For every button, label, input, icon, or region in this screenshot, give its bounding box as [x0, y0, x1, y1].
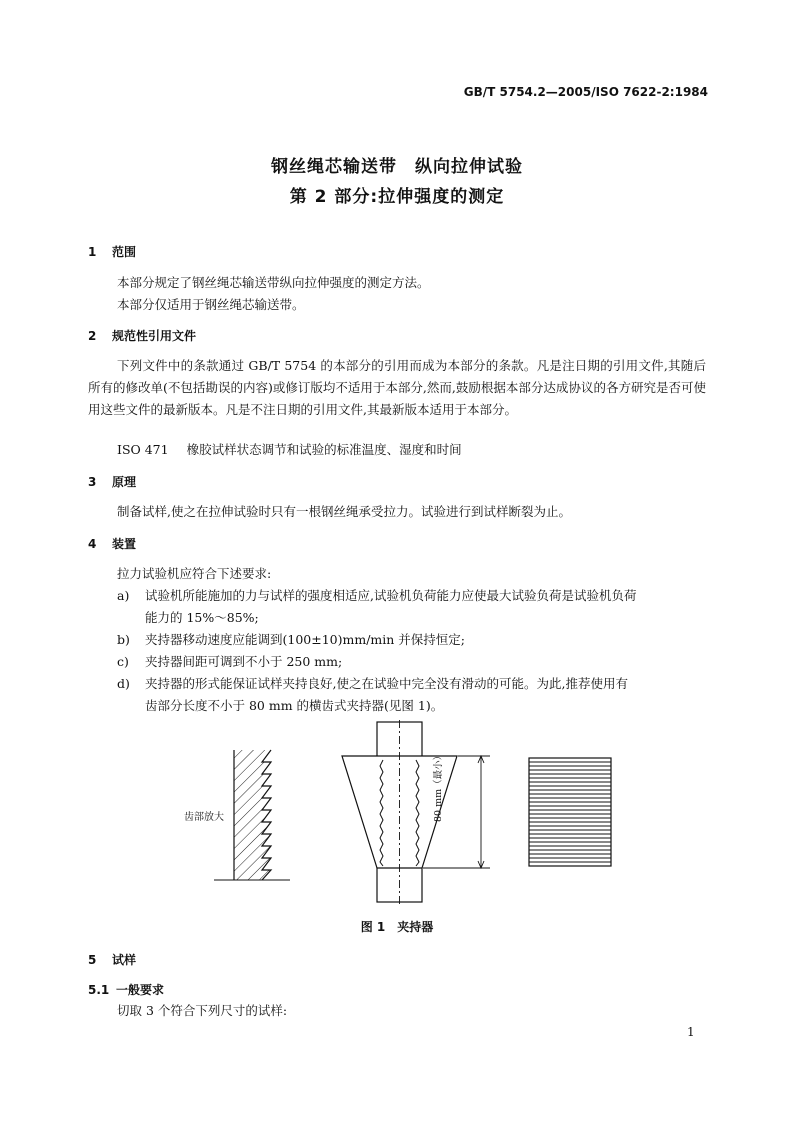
section-title: 装置	[112, 537, 137, 551]
section-1-para-2: 本部分仅适用于钢丝绳芯输送带。	[117, 297, 305, 312]
list-item-c	[117, 651, 342, 673]
title-line-1: 钢丝绳芯输送带 纵向拉伸试验	[271, 157, 523, 177]
section-title: 试样	[112, 953, 137, 967]
list-text: 夹持器间距可调到不小于 250 mm;	[145, 654, 343, 669]
list-text: 试验机所能施加的力与试样的强度相适应,试验机负荷能力应使最大试验负荷是试验机负荷	[145, 588, 637, 603]
section-number: 3	[88, 475, 97, 489]
list-label: d)	[117, 676, 130, 691]
subsection-number: 5.1	[88, 983, 110, 997]
subsection-title: 一般要求	[116, 983, 165, 997]
section-2-reference	[117, 439, 462, 461]
section-title: 原理	[112, 475, 137, 489]
wedge-clamp	[342, 720, 490, 906]
section-3-heading	[88, 473, 136, 490]
reference-title: 橡胶试样状态调节和试验的标准温度、湿度和时间	[186, 442, 462, 457]
page-number: 1	[687, 1025, 695, 1039]
section-2-para-1: 下列文件中的条款通过 GB/T 5754 的本部分的引用而成为本部分的条款。凡是注日期的引用文件,其随后所有的修改单(不包括勘误的内容)或修订版均不适用于本部分,然而,鼓励根据本部分达成协议的各方研究是否可使用这些文件的最新版本。凡是不注日期的引用文件,其最新版本适用于本部分。	[88, 358, 706, 417]
section-3-para-1: 制备试样,使之在拉伸试验时只有一根钢丝绳承受拉力。试验进行到试样断裂为止。	[117, 504, 571, 519]
figure-caption: 图 1 夹持器	[360, 920, 434, 934]
section-5-heading	[88, 951, 136, 968]
section-5-para-1: 切取 3 个符合下列尺寸的试样:	[117, 1003, 288, 1018]
list-item-a-cont: 能力的 15%～85%;	[145, 610, 259, 625]
list-label: c)	[117, 654, 129, 669]
tooth-enlargement-label: 齿部放大	[184, 812, 224, 823]
list-label: a)	[117, 588, 130, 603]
list-item-a	[117, 585, 636, 607]
dimension-label: 80 mm（最小）	[433, 750, 444, 822]
section-title: 规范性引用文件	[112, 329, 197, 343]
list-text: 夹持器移动速度应能调到(100±10)mm/min 并保持恒定;	[145, 632, 465, 647]
section-2-heading	[88, 327, 196, 344]
list-text: 夹持器的形式能保证试样夹持良好,使之在试验中完全没有滑动的可能。为此,推荐使用有	[145, 676, 628, 691]
list-item-b	[117, 629, 465, 651]
section-number: 2	[88, 329, 97, 343]
section-5-1-heading	[88, 981, 164, 998]
list-item-d-cont: 齿部分长度不小于 80 mm 的横齿式夹持器(见图 1)。	[145, 698, 444, 713]
standard-code: GB/T 5754.2—2005/ISO 7622-2:1984	[463, 85, 708, 99]
section-1-heading	[88, 243, 136, 260]
reference-code: ISO 471	[117, 442, 169, 457]
section-number: 5	[88, 953, 97, 967]
list-item-d	[117, 673, 628, 695]
section-4-heading	[88, 535, 136, 552]
title-line-2: 第 2 部分:拉伸强度的测定	[289, 187, 505, 207]
section-title: 范围	[112, 245, 137, 259]
figure-1-clamp-drawing	[170, 720, 630, 915]
section-4-intro: 拉力试验机应符合下述要求:	[117, 566, 272, 581]
section-1-para-1: 本部分规定了钢丝绳芯输送带纵向拉伸强度的测定方法。	[117, 275, 430, 290]
grip-face	[529, 758, 611, 866]
tooth-enlargement	[214, 750, 290, 880]
list-label: b)	[117, 632, 130, 647]
section-number: 1	[88, 245, 97, 259]
section-number: 4	[88, 537, 97, 551]
